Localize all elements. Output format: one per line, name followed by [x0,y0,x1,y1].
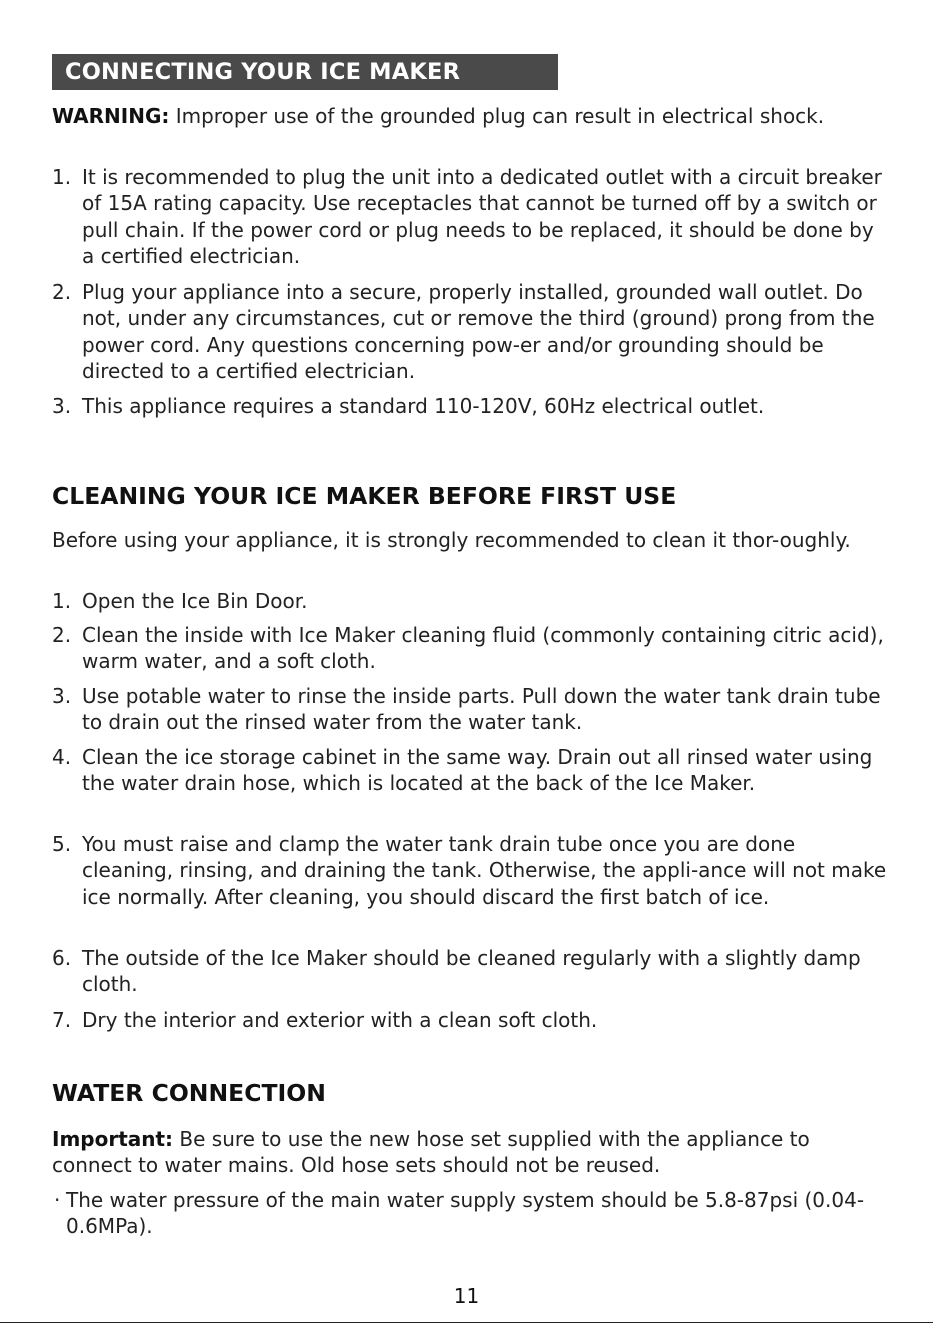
list-item [52,831,892,910]
list-item-number: 1. [52,589,72,613]
list-item-text: Dry the interior and exterior with a clean soft cloth. [82,1008,598,1032]
list-item-text: Clean the ice storage cabinet in the same way. Drain out all rinsed water using the water drain hose, which is located at the back of the Ice Maker. [82,745,873,796]
warning-paragraph [52,103,892,129]
list-item-text: Plug your appliance into a secure, properly installed, grounded wall outlet. Do not, under any circumstances, cut or remove the third (ground) prong from the power cord. Any questions concerning pow-er and/or grounding should be directed to a certified electrician. [82,280,875,384]
section-heading-water: WATER CONNECTION [52,1079,326,1107]
warning-text: Improper use of the grounded plug can result in electrical shock. [169,104,825,128]
list-item-number: 5. [52,832,72,856]
list-item [52,945,892,998]
list-item-number: 3. [52,394,72,418]
list-item-text: The outside of the Ice Maker should be cleaned regularly with a slightly damp cloth. [82,946,861,997]
list-item-text: Open the Ice Bin Door. [82,589,308,613]
bullet-text: The water pressure of the main water supply system should be 5.8-87psi (0.04-0.6MPa). [66,1188,865,1239]
warning-label: WARNING: [52,104,170,128]
bullet-marker: · [54,1188,61,1212]
list-item-number: 2. [52,623,72,647]
section-heading-cleaning: CLEANING YOUR ICE MAKER BEFORE FIRST USE [52,482,677,510]
list-item-number: 6. [52,946,72,970]
section-heading-connecting: CONNECTING YOUR ICE MAKER [52,54,558,90]
list-item-number: 1. [52,165,72,189]
list-item-number: 3. [52,684,72,708]
important-label: Important: [52,1127,174,1151]
list-item [52,588,892,614]
list-item [52,744,892,797]
list-item-text: Clean the inside with Ice Maker cleaning fluid (commonly containing citric acid), warm water, and a soft cloth. [82,623,884,674]
list-item [52,622,892,675]
bottom-rule [0,1322,933,1323]
list-item-text: Use potable water to rinse the inside parts. Pull down the water tank drain tube to drain out the rinsed water from the water tank. [82,684,881,735]
page-number: 11 [453,1284,480,1308]
list-item [52,164,892,270]
list-item-text: You must raise and clamp the water tank drain tube once you are done cleaning, rinsing, and draining the tank. Otherwise, the appli-ance will not make ice normally. After cleaning, you should discard the first batch of ice. [82,832,887,909]
list-item-number: 2. [52,280,72,304]
cleaning-intro: Before using your appliance, it is strongly recommended to clean it thor-oughly. [52,528,851,552]
list-item-number: 7. [52,1008,72,1032]
important-text: Be sure to use the new hose set supplied with the appliance to connect to water mains. Old hose sets should not be reused. [52,1127,810,1178]
bullet-item [52,1187,892,1240]
list-item-number: 4. [52,745,72,769]
list-item [52,1007,892,1033]
important-paragraph [52,1126,892,1179]
list-item-text: This appliance requires a standard 110-120V, 60Hz electrical outlet. [82,394,765,418]
list-item [52,393,892,419]
list-item-text: It is recommended to plug the unit into a dedicated outlet with a circuit breaker of 15A rating capacity. Use receptacles that cannot be turned off by a switch or pull chain. If the power cord or plug needs to be replaced, it should be done by a certified electrician. [82,165,882,269]
list-item [52,683,892,736]
list-item [52,279,892,385]
